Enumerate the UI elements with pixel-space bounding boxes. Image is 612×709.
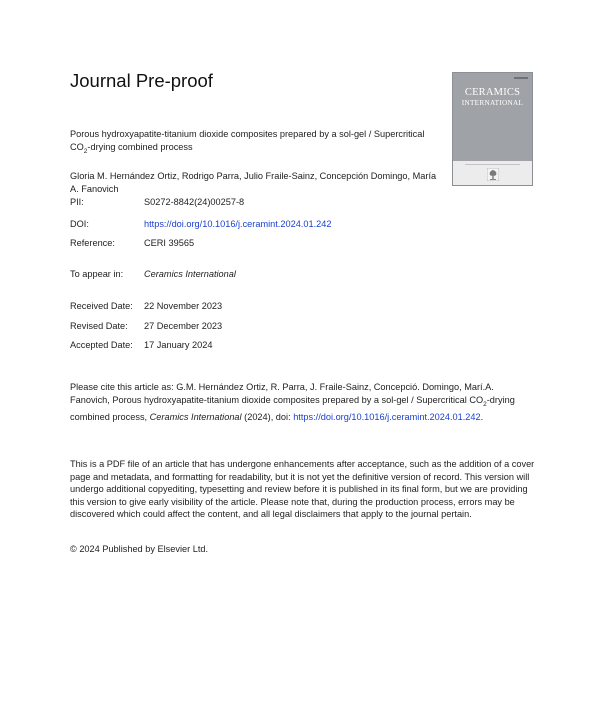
doi-label: DOI: xyxy=(70,219,89,229)
article-title-text: Porous hydroxyapatite-titanium dioxide composites prepared by a sol-gel / Supercritical CO xyxy=(70,129,425,152)
cover-journal-title: CERAMICS xyxy=(464,87,521,98)
cover-issn-mark xyxy=(514,77,528,79)
received-label: Received Date: xyxy=(70,301,133,311)
citation-text-3: (2024), doi: xyxy=(241,412,294,423)
revised-label: Revised Date: xyxy=(70,321,128,331)
citation-subscript: 2 xyxy=(483,400,487,408)
page-heading: Journal Pre-proof xyxy=(70,70,213,91)
citation-paragraph xyxy=(70,381,532,424)
journal-cover-image xyxy=(452,72,533,186)
pii-label: PII: xyxy=(70,197,84,207)
copyright-notice: © 2024 Published by Elsevier Ltd. xyxy=(70,544,209,554)
citation-doi-link[interactable]: https://doi.org/10.1016/j.ceramint.2024.01.242 xyxy=(293,412,481,423)
article-title-text-end: -drying combined process xyxy=(87,142,193,152)
pre-proof-notice: This is a PDF file of an article that has undergone enhancements after acceptance, such as the addition of a cover page and metadata, and formatting for readability, but it is not yet the definitive version of record. This version will undergo additional copyediting, typesetting and review before it is published in its final form, but we are providing this version to give early visibility of the article. Please note that, during the production process, errors may be discovered which could affect the content, and all legal disclaimers that apply to the journal pertain. xyxy=(70,459,535,520)
article-title xyxy=(70,128,440,158)
citation-journal: Ceramics International xyxy=(149,412,242,423)
pii-value: S0272-8842(24)00257-8 xyxy=(144,197,245,207)
accepted-label: Accepted Date: xyxy=(70,340,133,350)
revised-value: 27 December 2023 xyxy=(144,321,223,331)
reference-value: CERI 39565 xyxy=(144,238,195,248)
citation-text-2: -drying combined process, xyxy=(70,394,515,423)
elsevier-tree-icon xyxy=(487,168,499,181)
doi-link[interactable]: https://doi.org/10.1016/j.ceramint.2024.01.242 xyxy=(144,219,332,229)
citation-text: Please cite this article as: G.M. Hernández Ortiz, R. Parra, J. Fraile-Sainz, Concepció. Domingo, Marí.A. Fanovich, Porous hydroxyapatite-titanium dioxide composites prepared by a sol-gel / Supercritical CO xyxy=(70,382,494,405)
cover-journal-subtitle: INTERNATIONAL xyxy=(461,99,524,107)
appear-label: To appear in: xyxy=(70,269,124,279)
accepted-value: 17 January 2024 xyxy=(144,340,213,350)
cover-footer-rule xyxy=(465,164,520,165)
received-value: 22 November 2023 xyxy=(144,301,223,311)
article-authors: Gloria M. Hernández Ortiz, Rodrigo Parra, Julio Fraile-Sainz, Concepción Domingo, María A. Fanovich xyxy=(70,171,437,194)
article-title-subscript: 2 xyxy=(83,147,88,155)
citation-end: . xyxy=(480,412,484,423)
cover-footer xyxy=(453,161,532,185)
reference-label: Reference: xyxy=(70,238,115,248)
appear-journal: Ceramics International xyxy=(144,269,236,279)
